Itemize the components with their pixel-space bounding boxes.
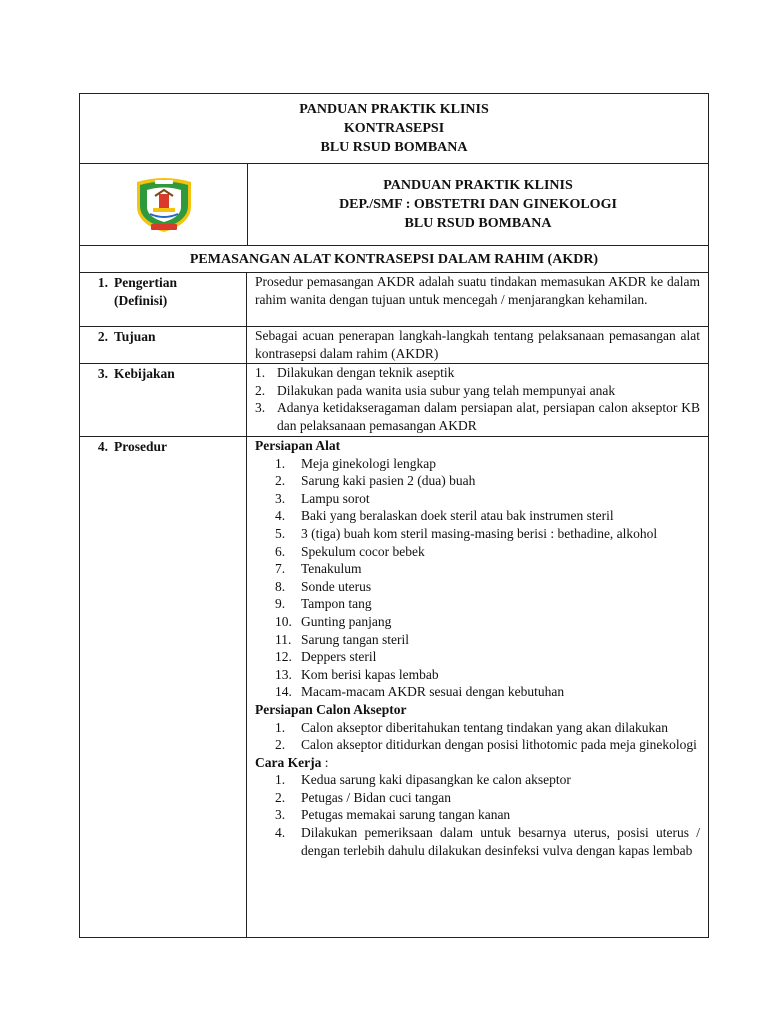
header-line-3: BLU RSUD BOMBANA xyxy=(404,216,552,231)
subheading-cara-kerja: Cara Kerja : xyxy=(255,754,329,770)
document-table xyxy=(79,93,709,938)
list-item: 3. Lampu sorot xyxy=(275,490,370,506)
top-title-line-1: PANDUAN PRAKTIK KLINIS xyxy=(299,102,489,117)
item-text: Sebagai acuan penerapan langkah-langkah tentang pelaksanaan pemasangan alat kontrasepsi dalam rahim (AKDR) xyxy=(255,328,700,361)
top-title-line-2: KONTRASEPSI xyxy=(343,121,445,136)
header-line-2: DEP./SMF : OBSTETRI DAN GINEKOLOGI xyxy=(339,197,617,212)
persiapan-calon-list xyxy=(255,719,700,754)
item-label xyxy=(80,364,247,436)
list-item: 4. Dilakukan pemeriksaan dalam untuk besarnya uterus, posisi uterus / dengan terlebih dahulu dilakukan desinfeksi vulva dengan kapas lembab xyxy=(275,825,700,858)
item-tujuan xyxy=(80,327,708,364)
list-item: 14. Macam-macam AKDR sesuai dengan kebutuhan xyxy=(275,684,565,700)
list-item: 2. Calon akseptor ditidurkan dengan posisi lithotomic pada meja ginekologi xyxy=(275,737,697,753)
item-label-text: Kebijakan xyxy=(114,366,175,381)
bombana-regency-seal-icon xyxy=(133,176,195,234)
list-item: 1. Meja ginekologi lengkap xyxy=(275,455,436,471)
list-item: 3. Petugas memakai sarung tangan kanan xyxy=(275,807,511,823)
list-item: 7. Tenakulum xyxy=(275,561,362,577)
list-item: 9. Tampon tang xyxy=(275,596,372,612)
subheading-persiapan-alat: Persiapan Alat xyxy=(255,438,341,453)
header-text xyxy=(248,164,708,245)
top-title-line-3: BLU RSUD BOMBANA xyxy=(320,140,468,155)
item-number: 1. xyxy=(97,275,108,290)
list-item: 2. Sarung kaki pasien 2 (dua) buah xyxy=(275,473,476,489)
list-item: 12. Deppers steril xyxy=(275,649,377,665)
subheading-persiapan-calon: Persiapan Calon Akseptor xyxy=(255,701,407,717)
item-prosedur xyxy=(80,437,708,937)
item-number: 2. xyxy=(97,329,108,344)
item-label xyxy=(80,437,247,937)
list-item: 1. Dilakukan dengan teknik aseptik xyxy=(255,365,455,380)
item-label-text-2: (Definisi) xyxy=(114,292,168,308)
list-item: 4. Baki yang beralaskan doek steril atau bak instrumen steril xyxy=(275,508,614,524)
item-kebijakan xyxy=(80,364,708,437)
item-number: 3. xyxy=(97,366,108,381)
item-content xyxy=(247,364,708,436)
list-item: 6. Spekulum cocor bebek xyxy=(275,543,425,559)
list-item: 3. Adanya ketidakseragaman dalam persiapan alat, persiapan calon akseptor KB dan pelaksanaan pemasangan AKDR xyxy=(255,400,700,433)
item-label-text: Pengertian xyxy=(114,275,177,290)
list-item: 2. Dilakukan pada wanita usia subur yang telah mempunyai anak xyxy=(255,382,616,398)
list-item: 1. Calon akseptor diberitahukan tentang tindakan yang akan dilakukan xyxy=(275,719,669,735)
item-label-text: Tujuan xyxy=(114,329,156,344)
header-line-1: PANDUAN PRAKTIK KLINIS xyxy=(383,178,573,193)
list-item: 13. Kom berisi kapas lembab xyxy=(275,666,439,682)
cara-kerja-list xyxy=(255,771,700,859)
kebijakan-list xyxy=(255,364,700,434)
list-item: 11. Sarung tangan steril xyxy=(275,631,409,647)
list-item: 5. 3 (tiga) buah kom steril masing-masing berisi : bethadine, alkohol xyxy=(275,525,658,541)
item-label xyxy=(80,327,247,363)
item-content xyxy=(247,437,708,937)
item-pengertian xyxy=(80,273,708,327)
item-number: 4. xyxy=(97,439,108,454)
section-title: PEMASANGAN ALAT KONTRASEPSI DALAM RAHIM (AKDR) xyxy=(80,246,708,273)
item-text: Prosedur pemasangan AKDR adalah suatu tindakan memasukan AKDR ke dalam rahim wanita dengan tujuan untuk mencegah / menjarangkan kehamilan. xyxy=(255,274,700,307)
item-label xyxy=(80,273,247,326)
item-label-text: Prosedur xyxy=(114,439,167,454)
list-item: 8. Sonde uterus xyxy=(275,578,372,594)
top-title-block xyxy=(80,94,708,164)
logo-cell xyxy=(80,164,248,245)
list-item: 1. Kedua sarung kaki dipasangkan ke calon akseptor xyxy=(275,772,571,788)
list-item: 2. Petugas / Bidan cuci tangan xyxy=(275,789,451,805)
persiapan-alat-list xyxy=(255,455,700,701)
header-row xyxy=(80,164,708,246)
list-item: 10. Gunting panjang xyxy=(275,613,392,629)
